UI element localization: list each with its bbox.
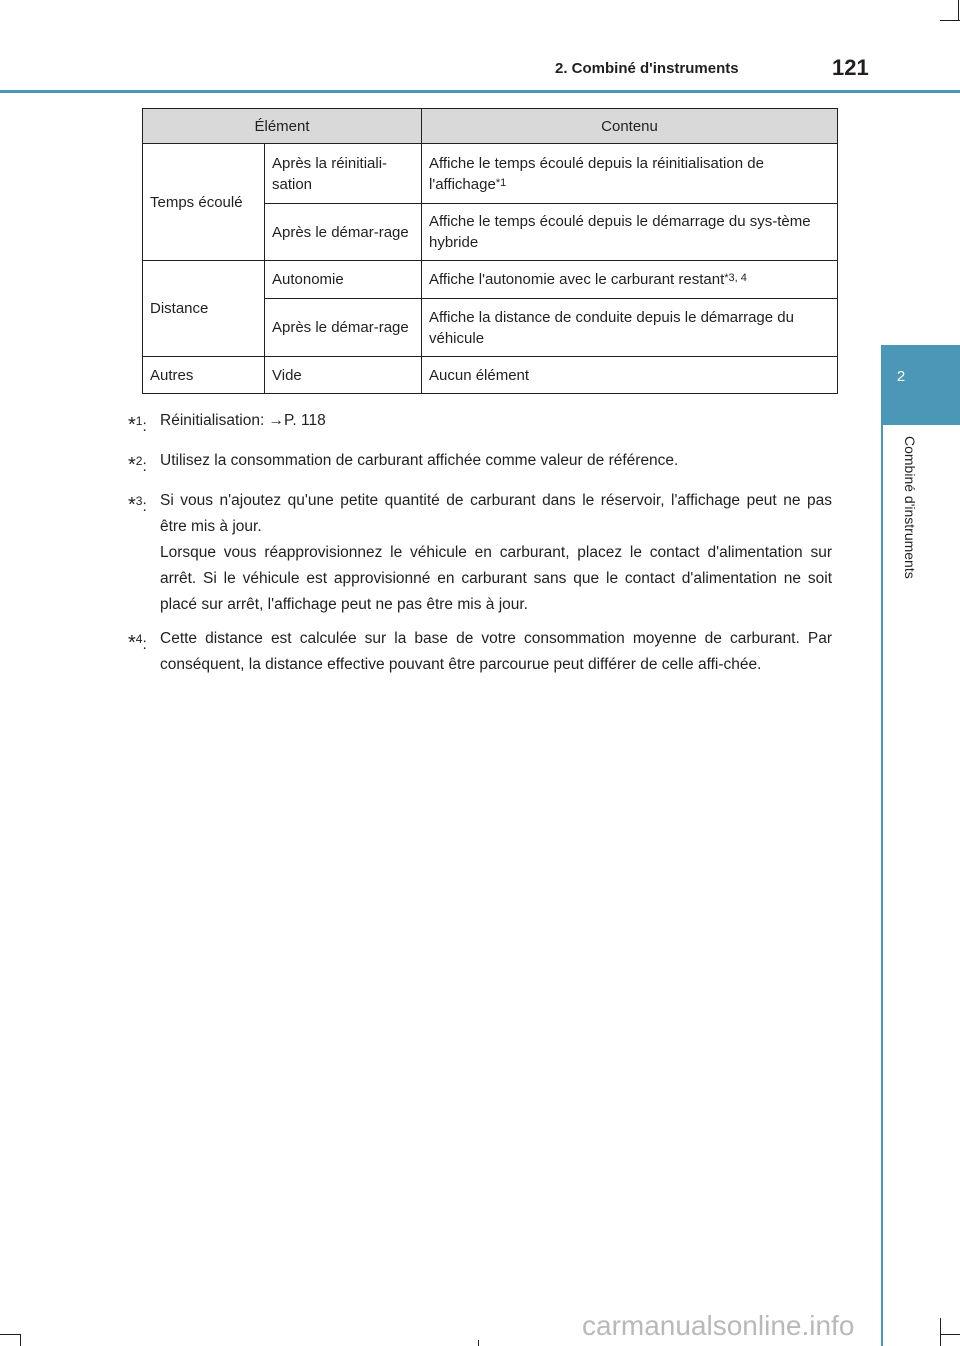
crop-mark bbox=[940, 20, 960, 21]
footnote-marker: *$^2$: bbox=[128, 454, 147, 476]
footnote bbox=[128, 626, 832, 678]
table-row bbox=[143, 144, 838, 204]
row-sub-label: Autonomie bbox=[265, 261, 422, 299]
footnotes bbox=[128, 408, 832, 686]
crop-mark bbox=[20, 1334, 21, 1346]
footnote-marker: *$^1$: bbox=[128, 414, 147, 436]
table-row bbox=[143, 261, 838, 299]
row-group-label: Autres bbox=[143, 357, 265, 394]
footnote bbox=[128, 408, 832, 440]
footnote-text: Cette distance est calculée sur la base de votre consommation moyenne de carburant. Par conséquent, la distance effective pouvant être parcourue peut différer de celle affi-chée. bbox=[160, 630, 832, 673]
footnote bbox=[128, 448, 832, 480]
header-rule bbox=[0, 90, 960, 93]
row-sub-label: Vide bbox=[265, 357, 422, 394]
chapter-tab-number: 2 bbox=[896, 368, 906, 385]
page-number: 121 bbox=[832, 55, 869, 80]
chapter-tab-label: Combiné d'instruments bbox=[902, 436, 918, 579]
crop-mark bbox=[0, 1334, 20, 1335]
row-content: Affiche l'autonomie avec le carburant restant$^{*3, 4}$ bbox=[422, 261, 838, 299]
chapter-tab bbox=[881, 345, 960, 425]
footnote bbox=[128, 488, 832, 618]
content-table bbox=[142, 108, 838, 394]
row-content: Affiche le temps écoulé depuis le démarrage du sys-tème hybride bbox=[422, 204, 838, 261]
footnote-text: Utilisez la consommation de carburant affichée comme valeur de référence. bbox=[160, 452, 679, 469]
crop-mark bbox=[478, 1340, 479, 1346]
table-row bbox=[143, 357, 838, 394]
chapter-title: 2. Combiné d'instruments bbox=[555, 60, 739, 77]
footnote-marker: *$^3$: bbox=[128, 494, 147, 516]
footnote-text: Si vous n'ajoutez qu'une petite quantité de carburant dans le réservoir, l'affichage peut ne pas être mis à jour. Lorsque vous réapprovisionnez le véhicule en carburant, placez le contact d'alimentation sur arrêt. Si le véhicule est approvisionné en carburant sans que le contact d'alimentation ne soit placé sur arrêt, l'affichage peut ne pas être mis à jour. bbox=[160, 492, 832, 613]
footnote-ref: *3, 4 bbox=[724, 272, 747, 284]
row-content: Affiche la distance de conduite depuis le démarrage du véhicule bbox=[422, 299, 838, 357]
row-content: Affiche le temps écoulé depuis la réinitialisation de l'affichage$^{*1}$ bbox=[422, 144, 838, 204]
column-header-element: Élément bbox=[143, 109, 422, 144]
chapter-tab-line bbox=[881, 425, 883, 1346]
table-header-row bbox=[143, 109, 838, 144]
crop-mark bbox=[958, 0, 959, 20]
row-sub-label: Après le démar-rage bbox=[265, 204, 422, 261]
row-sub-label: Après la réinitiali-sation bbox=[265, 144, 422, 204]
row-sub-label: Après le démar-rage bbox=[265, 299, 422, 357]
row-group-label: Temps écoulé bbox=[143, 144, 265, 261]
row-group-label: Distance bbox=[143, 261, 265, 357]
crop-mark bbox=[940, 1318, 941, 1346]
crop-mark bbox=[940, 1334, 960, 1335]
row-content: Aucun élément bbox=[422, 357, 838, 394]
footnote-ref: *1 bbox=[495, 176, 507, 189]
column-header-contenu: Contenu bbox=[422, 109, 838, 144]
footnote-marker: *$^4$: bbox=[128, 632, 147, 654]
watermark: carmanualsonline.info bbox=[582, 1310, 855, 1341]
footnote-text: Réinitialisation: →P. 118 bbox=[160, 412, 326, 429]
